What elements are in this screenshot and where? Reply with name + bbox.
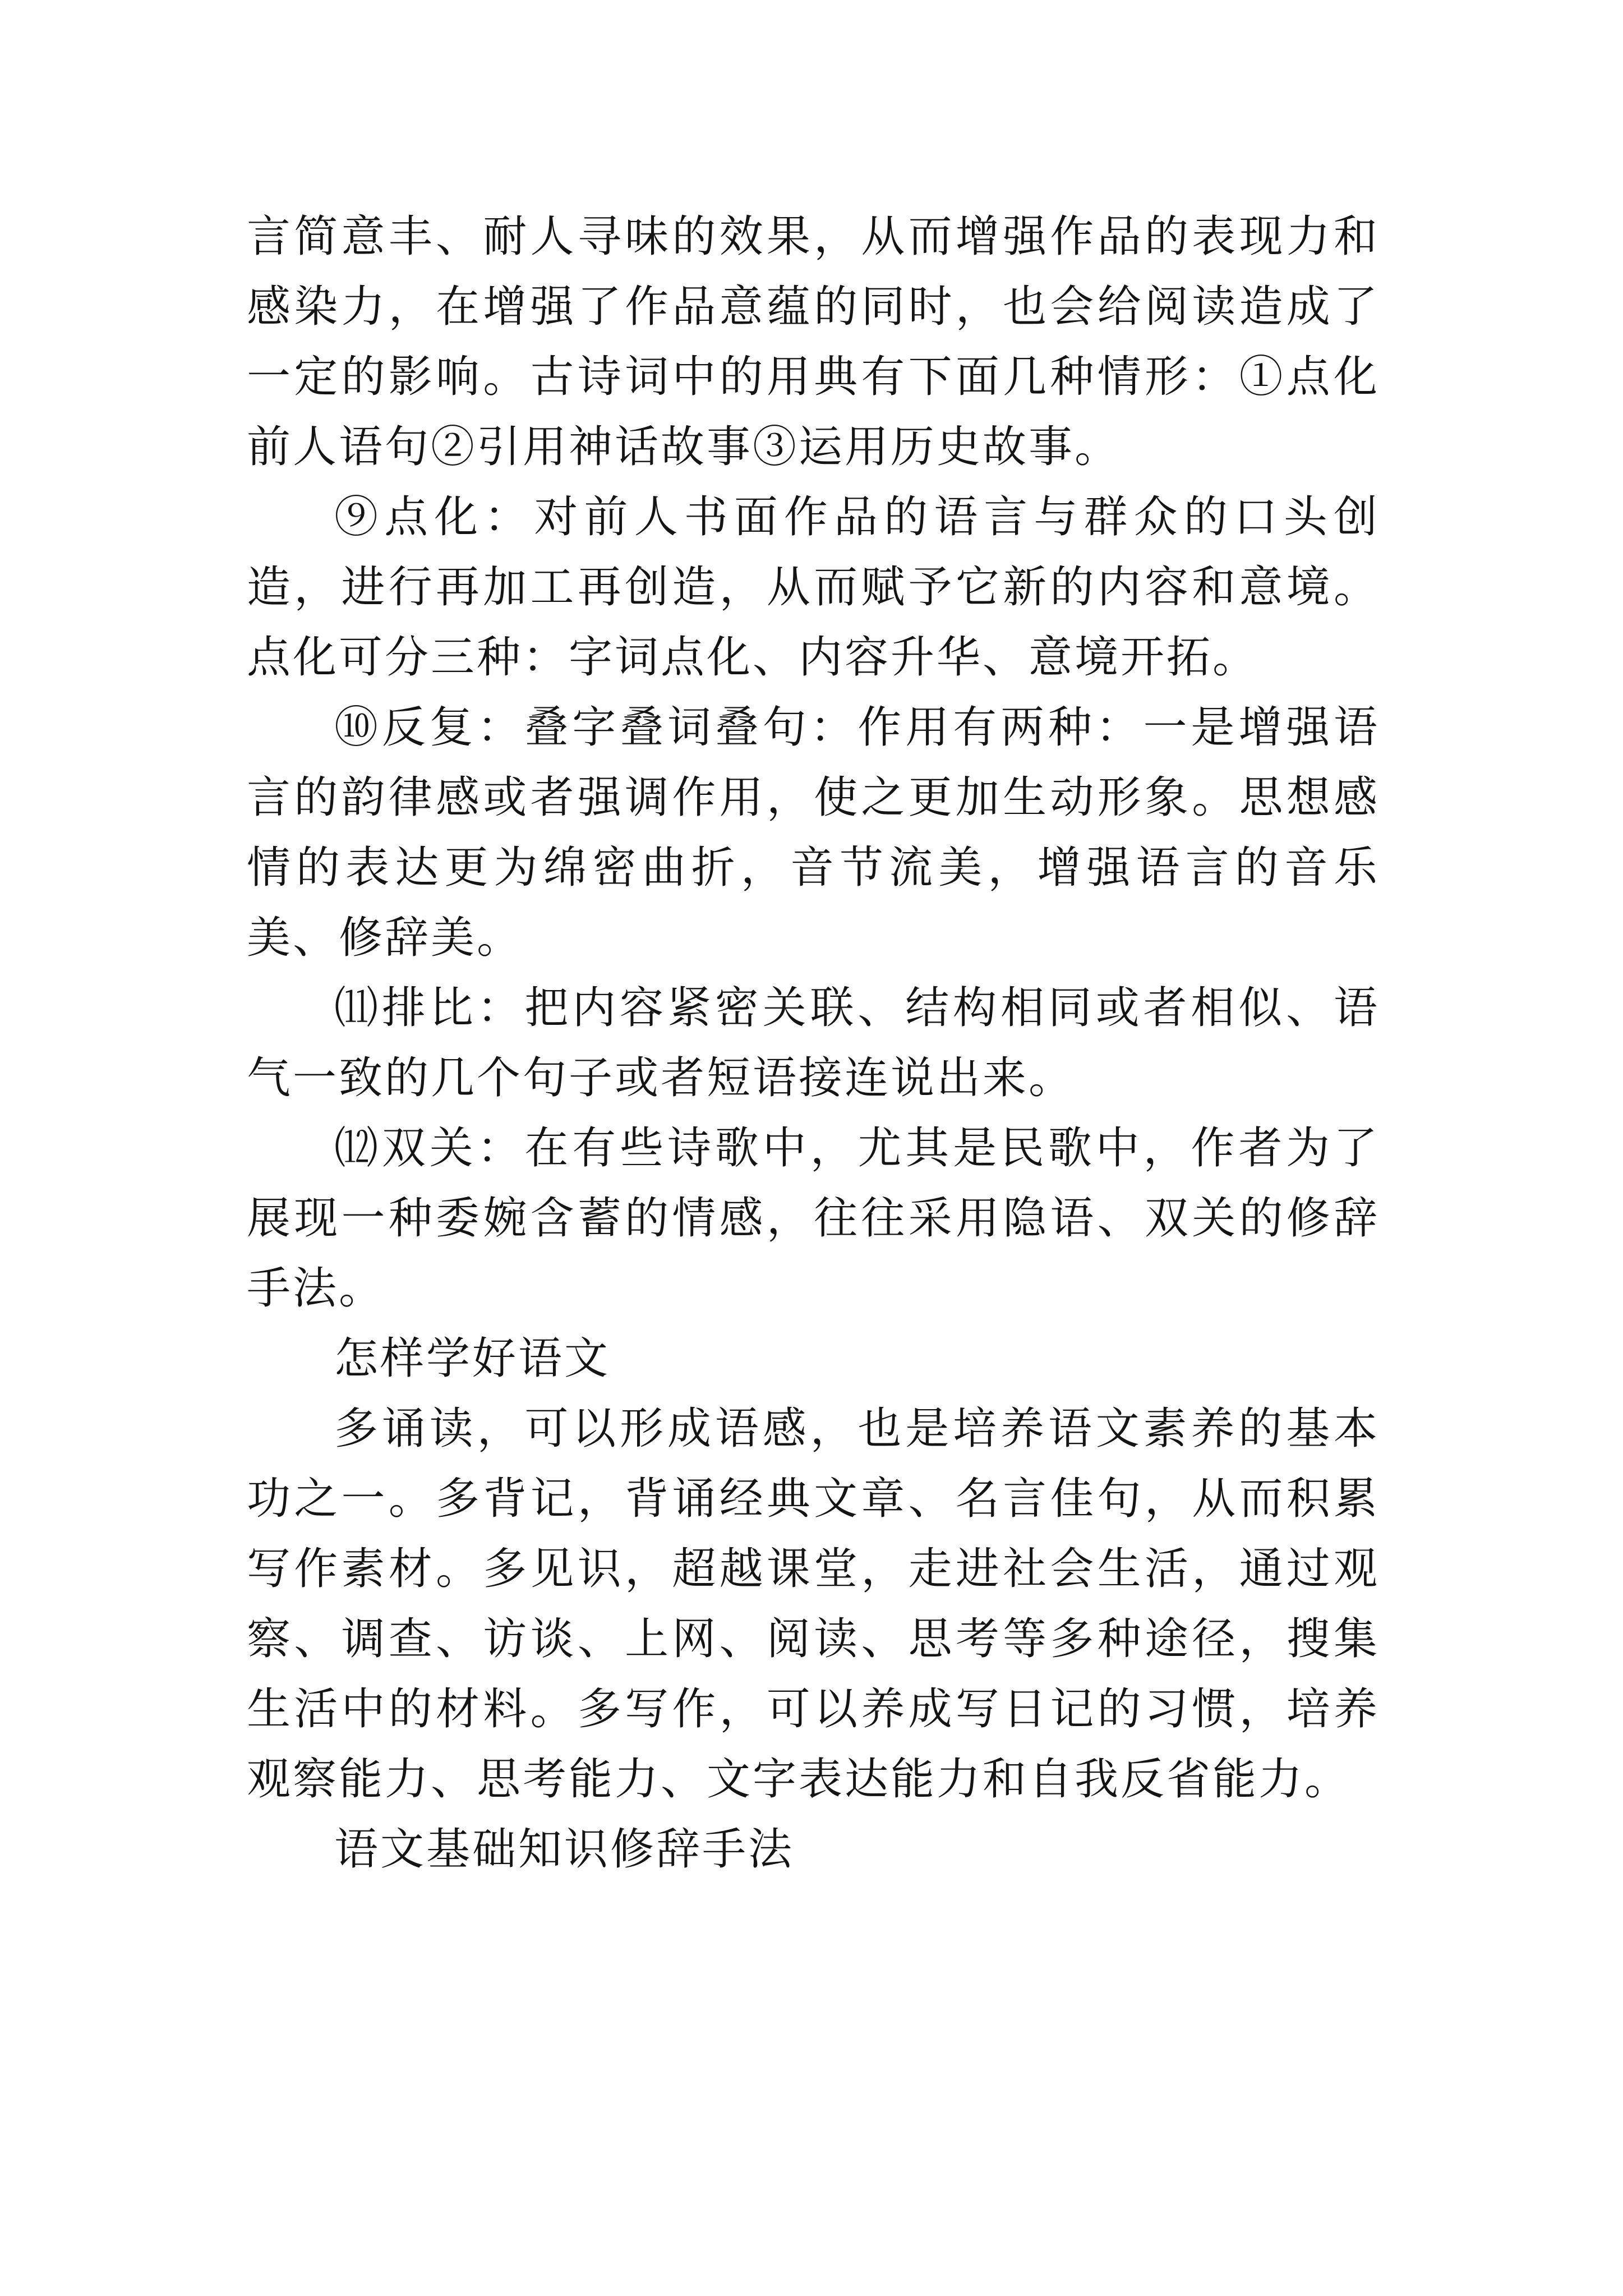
section-heading-rhetoric: 语文基础知识修辞手法 [334, 1824, 795, 1875]
paragraph-repetition: ⑩反复：叠字叠词叠句：作用有两种：一是增强语言的韵律感或者强调作用，使之更加生动形象。思想感情的表达更为绵密曲折，音节流美，增强语言的音乐美、修辞美。 [247, 702, 1380, 963]
paragraph-pun: ⑿双关：在有些诗歌中，尤其是民歌中，作者为了展现一种委婉含蓄的情感，往往采用隐语、双关的修辞手法。 [247, 1123, 1380, 1314]
paragraph-parallelism: ⑾排比：把内容紧密关联、结构相同或者相似、语气一致的几个句子或者短语接连说出来。 [247, 983, 1380, 1103]
document-body [247, 202, 1380, 1885]
section-heading-learning-chinese: 怎样学好语文 [334, 1333, 611, 1384]
paragraph-dianhua: ⑨点化：对前人书面作品的语言与群众的口头创造，进行再加工再创造，从而赋予它新的内容和意境。点化可分三种：字词点化、内容升华、意境开拓。 [247, 492, 1380, 683]
paragraph-learning-methods: 多诵读，可以形成语感，也是培养语文素养的基本功之一。多背记，背诵经典文章、名言佳句，从而积累写作素材。多见识，超越课堂，走进社会生活，通过观察、调查、访谈、上网、阅读、思考等多种途径，搜集生活中的材料。多写作，可以养成写日记的习惯，培养观察能力、思考能力、文字表达能力和自我反省能力。 [247, 1404, 1380, 1805]
paragraph-allusion-continued: 言简意丰、耐人寻味的效果，从而增强作品的表现力和感染力，在增强了作品意蕴的同时，也会给阅读造成了一定的影响。古诗词中的用典有下面几种情形：①点化前人语句②引用神话故事③运用历史故事。 [247, 211, 1380, 472]
